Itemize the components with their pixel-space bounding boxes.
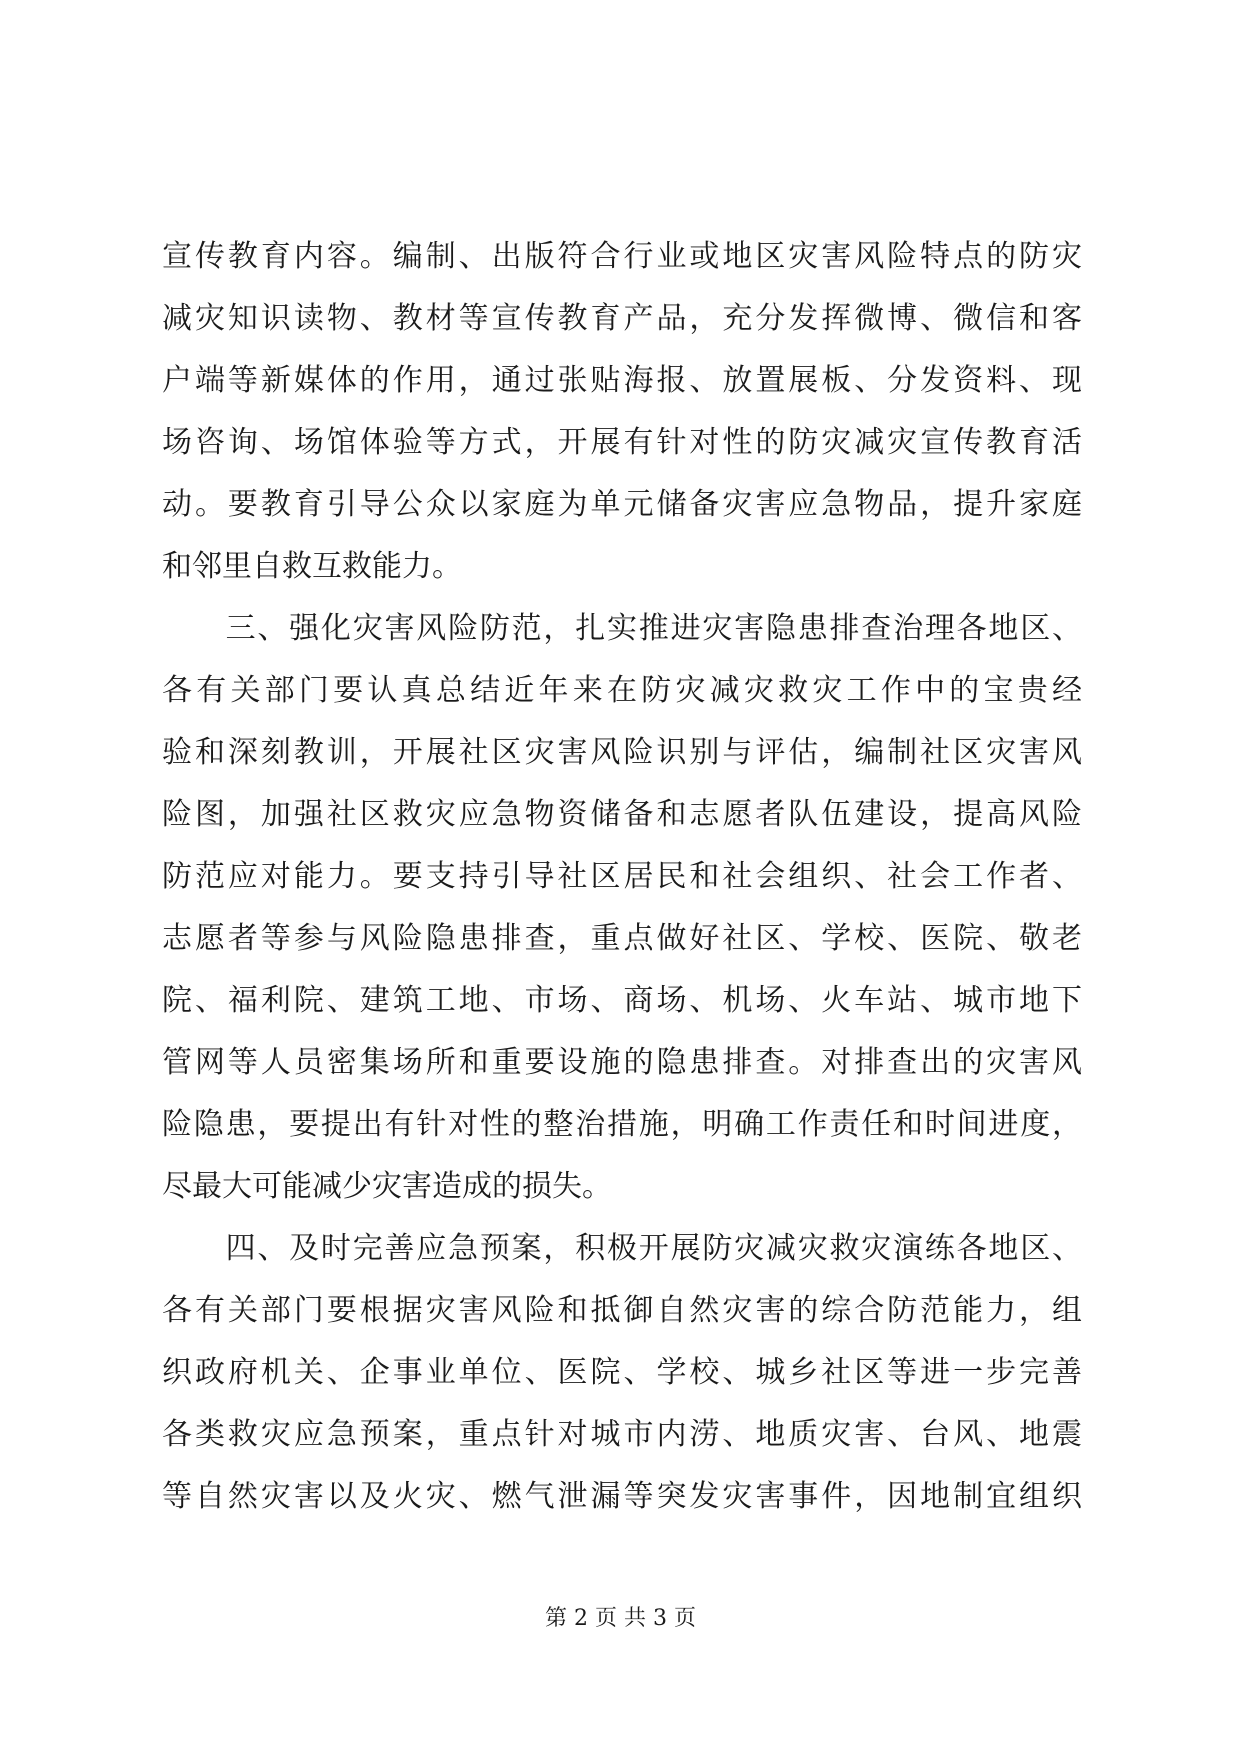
text-line: 尽最大可能减少灾害造成的损失。: [162, 1169, 612, 1204]
section-heading-line: 三、强化灾害风险防范，扎实推进灾害隐患排查治理各地区、: [162, 611, 1082, 646]
document-body: [162, 226, 1082, 1528]
text-line: 志愿者等参与风险隐患排查，重点做好社区、学校、医院、敬老: [162, 921, 1082, 956]
text-line: 验和深刻教训，开展社区灾害风险识别与评估，编制社区灾害风: [162, 735, 1082, 770]
text-line: 各有关部门要认真总结近年来在防灾减灾救灾工作中的宝贵经: [162, 673, 1082, 708]
text-line: 各类救灾应急预案，重点针对城市内涝、地质灾害、台风、地震: [162, 1417, 1082, 1452]
text-line: 场咨询、场馆体验等方式，开展有针对性的防灾减灾宣传教育活: [162, 425, 1082, 460]
text-line: 宣传教育内容。编制、出版符合行业或地区灾害风险特点的防灾: [162, 239, 1082, 274]
text-line: 和邻里自救互救能力。: [162, 549, 462, 584]
text-line: 险图，加强社区救灾应急物资储备和志愿者队伍建设，提高风险: [162, 797, 1082, 832]
text-line: 管网等人员密集场所和重要设施的隐患排查。对排查出的灾害风: [162, 1045, 1082, 1080]
text-line: 防范应对能力。要支持引导社区居民和社会组织、社会工作者、: [162, 859, 1082, 894]
text-line: 等自然灾害以及火灾、燃气泄漏等突发灾害事件，因地制宜组织: [162, 1479, 1082, 1514]
text-line: 户端等新媒体的作用，通过张贴海报、放置展板、分发资料、现: [162, 363, 1082, 398]
text-line: 织政府机关、企事业单位、医院、学校、城乡社区等进一步完善: [162, 1355, 1082, 1390]
text-line: 动。要教育引导公众以家庭为单元储备灾害应急物品，提升家庭: [162, 487, 1082, 522]
text-line: 险隐患，要提出有针对性的整治措施，明确工作责任和时间进度，: [162, 1107, 1082, 1142]
text-line: 减灾知识读物、教材等宣传教育产品，充分发挥微博、微信和客: [162, 301, 1082, 336]
section-heading-line: 四、及时完善应急预案，积极开展防灾减灾救灾演练各地区、: [162, 1231, 1082, 1266]
text-line: 院、福利院、建筑工地、市场、商场、机场、火车站、城市地下: [162, 983, 1082, 1018]
page-number-footer: 第 2 页 共 3 页: [545, 1606, 696, 1631]
text-line: 各有关部门要根据灾害风险和抵御自然灾害的综合防范能力，组: [162, 1293, 1082, 1328]
